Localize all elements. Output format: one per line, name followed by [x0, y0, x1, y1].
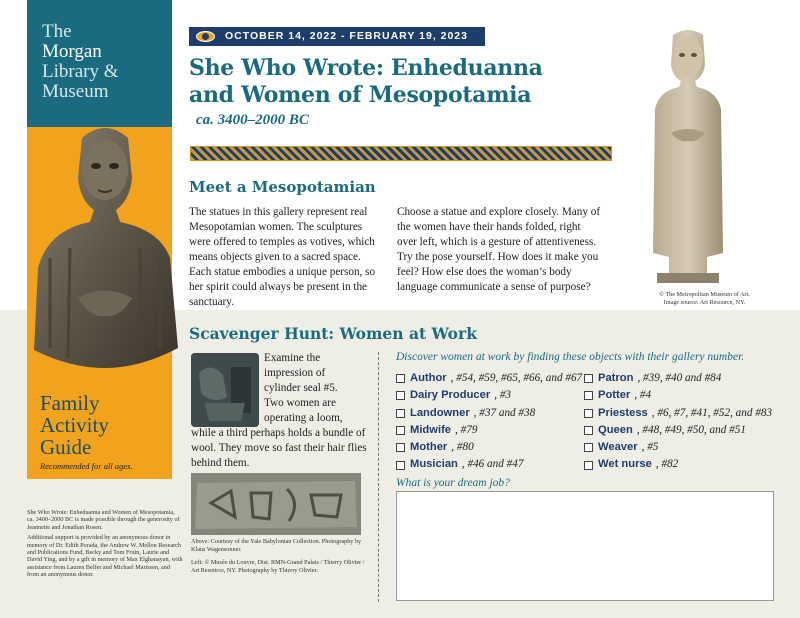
checkbox[interactable]	[396, 374, 405, 383]
sponsor-note-p1: She Who Wrote: Enheduanna and Women of Mesopotamia, ca. 3400–2000 BC is made possible through the generosity of Jeannette and Jonathan Rosen.	[27, 509, 180, 531]
checklist-item[interactable]	[584, 456, 772, 473]
job-name: Priestess	[598, 406, 648, 419]
job-name: Midwife	[410, 423, 452, 436]
image-credits	[191, 538, 371, 574]
logo-line-1: The	[42, 21, 72, 42]
family-activity-guide-title	[40, 392, 109, 458]
sponsor-note-p2: Additional support is provided by an anonymous donor in memory of Dr. Edith Porada, the Andrew W. Mellon Research and Publications Fund, Becky and Tom Fruin, Laurie and David Ying, and by a gift in memory of Max Elghanayan, with assistance from Lauren Belfer and Michael Marissen, and from an anonymous donor.	[27, 534, 183, 579]
job-name: Author	[410, 372, 447, 384]
checkbox[interactable]	[584, 409, 593, 418]
checklist-item[interactable]	[584, 370, 772, 387]
checklist-item[interactable]	[584, 439, 772, 456]
guide-line-2: Activity	[40, 413, 109, 437]
gallery-numbers: , #79	[455, 423, 478, 436]
title-line-1: She Who Wrote: Enheduanna	[189, 55, 543, 81]
gallery-numbers: , #46 and #47	[461, 458, 524, 471]
exhibition-dates: OCTOBER 14, 2022 - FEBRUARY 19, 2023	[225, 30, 468, 42]
checkbox[interactable]	[396, 443, 405, 452]
credit-left: Left: © Musée du Louvre, Dist. RMN-Grand Palais / Thierry Olivier / Art Resource, NY. Photography by Thierry Olivier.	[191, 559, 365, 574]
sponsor-note	[27, 509, 183, 582]
checkbox[interactable]	[396, 426, 405, 435]
seal-impression-image	[191, 473, 361, 535]
checklist-item[interactable]	[396, 422, 582, 439]
meet-column-2: Choose a statue and explore closely. Many of the women have their hands folded, right over left, which is a gesture of attentiveness. Try the pose yourself. How does it make you feel? How else does the woman’s body language communicate a sense of purpose?	[397, 206, 601, 293]
checkbox[interactable]	[396, 461, 405, 470]
checklist-item[interactable]	[396, 387, 582, 404]
logo-line-2: Morgan	[42, 41, 102, 62]
seal-text-rest: while a third perhaps holds a bundle of wool. They move so fast their hair flies behind them.	[191, 427, 367, 469]
checklist-item[interactable]	[584, 387, 772, 404]
checklist-item[interactable]	[396, 405, 582, 422]
job-name: Queen	[598, 423, 633, 436]
meet-heading: Meet a Mesopotamian	[189, 178, 376, 196]
checklist-item[interactable]	[584, 422, 772, 439]
gallery-numbers: , #48, #49, #50, and #51	[636, 423, 746, 436]
checkbox[interactable]	[584, 461, 593, 470]
job-name: Musician	[410, 458, 458, 471]
guide-line-1: Family	[40, 391, 100, 415]
gallery-numbers: , #54, #59, #65, #66, and #67	[450, 372, 583, 384]
seal-text-line-4: Two women are	[264, 397, 336, 409]
gallery-numbers: , #6, #7, #41, #52, and #83	[651, 406, 773, 419]
gallery-numbers: , #39, #40 and #84	[637, 372, 722, 384]
gallery-numbers: , #82	[655, 458, 679, 471]
dream-job-answer-box[interactable]	[396, 491, 774, 601]
recommended-age-note: Recommended for all ages.	[40, 461, 133, 471]
statue-credit-line-1: © The Metropolitan Museum of Art.	[659, 291, 750, 298]
meet-column-1: The statues in this gallery represent real Mesopotamian women. The sculptures were offered to temples as votives, which means objects given to a sacred space. Each statue embodies a unique person, so her spirit could always be present in the sanctuary.	[189, 206, 376, 308]
checklist-item[interactable]	[396, 439, 582, 456]
seal-text-line-3: cylinder seal #5.	[264, 382, 338, 394]
job-name: Wet nurse	[598, 458, 652, 471]
checkbox[interactable]	[396, 391, 405, 400]
checklist-item[interactable]	[584, 405, 772, 422]
job-name: Landowner	[410, 406, 470, 419]
page-subtitle: ca. 3400–2000 BC	[196, 112, 309, 128]
guide-line-3: Guide	[40, 435, 92, 459]
seal-text-line-5: operating a loom,	[264, 412, 343, 424]
checkbox[interactable]	[584, 374, 593, 383]
seal-description	[191, 351, 377, 471]
scavenger-heading: Scavenger Hunt: Women at Work	[189, 324, 477, 343]
gallery-numbers: , #80	[451, 441, 474, 454]
page-title	[189, 55, 609, 109]
logo-line-3: Library &	[42, 61, 119, 82]
gallery-numbers: , #3	[494, 389, 511, 402]
credit-above: Above: Courtesy of the Yale Babylonian Collection. Photography by Klaus Wagensonner.	[191, 538, 362, 553]
exhibition-dates-bar	[189, 27, 485, 46]
dream-job-label: What is your dream job?	[396, 477, 510, 489]
checklist-item[interactable]	[396, 456, 582, 473]
standing-statue-image	[637, 25, 739, 287]
checkbox[interactable]	[584, 391, 593, 400]
checkbox[interactable]	[584, 426, 593, 435]
job-name: Potter	[598, 389, 631, 402]
job-name: Weaver	[598, 441, 638, 454]
statue-credit	[612, 291, 797, 307]
gallery-numbers: , #37 and #38	[473, 406, 536, 419]
checkbox[interactable]	[396, 409, 405, 418]
logo-line-4: Museum	[42, 81, 109, 102]
statue-bust-image	[20, 118, 190, 380]
job-name: Patron	[598, 372, 634, 384]
decorative-band	[190, 146, 612, 161]
checkbox[interactable]	[584, 443, 593, 452]
checklist-left	[396, 370, 582, 474]
seal-text-line-2: impression of	[264, 367, 326, 379]
gallery-numbers: , #4	[634, 389, 652, 402]
seal-text-line-1: Examine the	[264, 352, 321, 364]
job-name: Dairy Producer	[410, 389, 491, 402]
title-line-2: and Women of Mesopotamia	[189, 82, 532, 108]
discover-instructions: Discover women at work by finding these objects with their gallery number.	[396, 351, 745, 363]
gallery-numbers: , #5	[641, 441, 659, 454]
checklist-right	[584, 370, 772, 474]
statue-credit-line-2: Image source: Art Resource, NY.	[663, 299, 746, 306]
eye-icon	[196, 31, 215, 42]
job-name: Mother	[410, 441, 448, 454]
checklist-item[interactable]	[396, 370, 582, 387]
column-divider	[378, 352, 379, 602]
morgan-logo	[42, 22, 119, 102]
